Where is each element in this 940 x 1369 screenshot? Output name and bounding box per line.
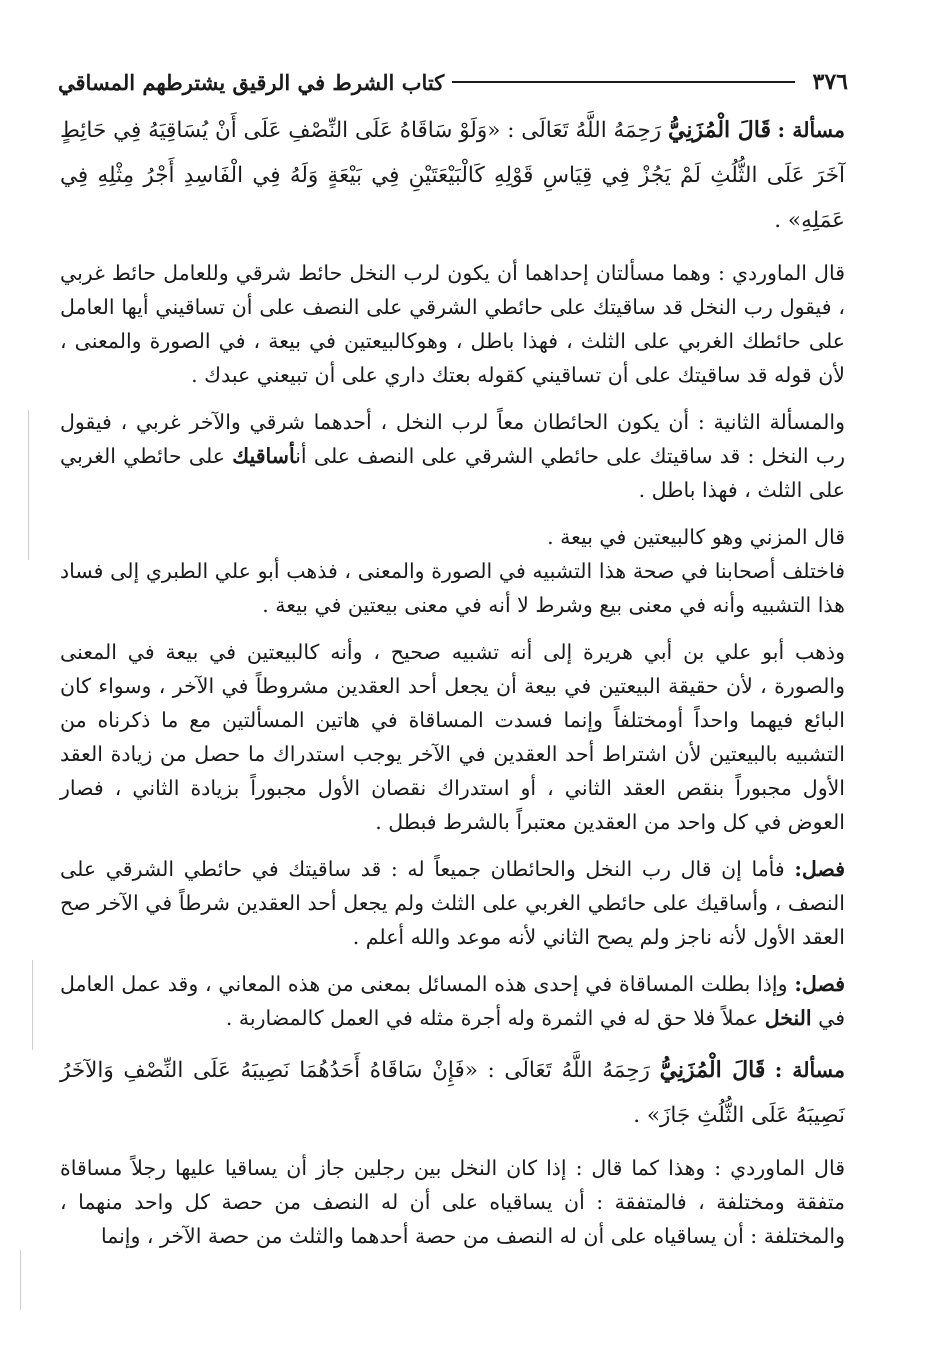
- masala-label: مسألة :: [774, 1058, 845, 1082]
- speaker-name: قَالَ الْمُزَنِيُّ: [659, 1057, 766, 1083]
- header-rule: [452, 81, 794, 83]
- fasl-paragraph-2: [60, 967, 845, 1035]
- paragraph-text: قال الماوردي : وهذا كما قال : إذا كان النخل بين رجلين جاز أن يساقيا عليها رجلاً مساقاة متفقة ومختلفة ، فالمتفقة : أن يساقياه على أن له النصف من حصة كل واحد منهما ، والمختلفة : أن يساقياه على أن له النصف من حصة أحدهما والثلث من حصة الآخر ، وإنما: [60, 1156, 845, 1248]
- paragraph-text: وذهب أبو علي بن أبي هريرة إلى أنه تشبيه صحيح ، وأنه كالبيعتين في بيعة في المعنى والصورة ، لأن حقيقة البيعتين في بيعة أن يجعل أحد العقدين مشروطاً في الآخر ، وسواء كان البائع فيهما واحداً أومختلفاً وإنما فسدت المساقاة في هاتين المسألتين مع ما ذكرناه من التشبيه بالبيعتين لأن اشتراط أحد العقدين في الآخر يوجب استدراك ما حصل من زيادة العقد الأول مجبوراً بنقص العقد الثاني ، أو استدراك نقصان الأول مجبوراً بزيادة الثاني ، فصار العوض في كل واحد من العقدين معتبراً بالشرط فبطل .: [60, 640, 845, 834]
- masala-label: مسألة :: [777, 118, 845, 142]
- emphasized-word: أساقيك: [232, 444, 296, 468]
- masala-paragraph-2: [60, 1048, 845, 1138]
- margin-scan-line: [28, 410, 29, 560]
- abu-ali-paragraph: [60, 635, 845, 839]
- muzani-quote-paragraph: [60, 520, 845, 554]
- final-paragraph: [60, 1151, 845, 1253]
- disagreement-paragraph: [60, 554, 845, 622]
- speaker-name: قَالَ الْمُزَنِيُّ: [668, 117, 771, 143]
- fasl-paragraph-1: [60, 852, 845, 954]
- paragraph-text: والمسألة الثانية : أن يكون الحائطان معاً لرب النخل ، أحدهما شرقي والآخر غربي ، فيقول رب النخل : قد ساقيتك على حائطي الشرقي على النصف على أن: [60, 410, 845, 468]
- page-body: [60, 108, 845, 1266]
- running-title: كتاب الشرط في الرقيق يشترطهم المساقي: [58, 69, 445, 95]
- margin-scan-line: [20, 1250, 21, 1310]
- masala-paragraph-1: [60, 108, 845, 243]
- paragraph-text: فأما إن قال رب النخل والحائطان جميعاً له : قد ساقيتك في حائطي الشرقي على النصف ، وأساقيك على حائطي الغربي على الثلث ولم يجعل أحد العقدين شرطاً في الآخر صح العقد الأول لأنه ناجز ولم يصح الثاني لأنه موعد والله أعلم .: [60, 857, 845, 949]
- paragraph-text: قال المزني وهو كالبيعتين في بيعة .: [547, 525, 845, 549]
- quoted-text: رَحِمَهُ اللَّهُ تَعَالَى : «فَإِنْ سَاقَاهُ أَحَدُهُمَا نَصِيبَهُ عَلَى النِّصْفِ وَالآخَرُ نَصِيبَهُ عَلَى الثُّلُثِ جَازَ» .: [60, 1058, 845, 1128]
- paragraph-text: قال الماوردي : وهما مسألتان إحداهما أن يكون لرب النخل حائط شرقي وللعامل حائط غربي ، فيقول رب النخل قد ساقيتك على حائطي الشرقي على النصف على أن تساقيني أيها العامل على حائطك الغربي على الثلث ، فهذا باطل ، وهوكالبيعتين في بيعة ، في الصورة والمعنى ، لأن قوله قد ساقيتك على أن تساقيني كقوله بعتك داري على أن تبيعني عبدك .: [60, 261, 845, 387]
- quoted-text: رَحِمَهُ اللَّهُ تَعَالَى : «وَلَوْ سَاقَاهُ عَلَى النِّصْفِ عَلَى أَنْ يُسَاقِيَهُ فِي حَائِطٍ آخَرَ عَلَى الثُّلُثِ لَمْ يَجُزْ فِي قِيَاسِ قَوْلِهِ كَالْبَيْعَتَيْنِ فِي بَيْعَةٍ وَلَهُ فِي الْفَاسِدِ أَجْرُ مِثْلِهِ فِي عَمَلِهِ» .: [60, 118, 845, 233]
- page-number: ٣٧٦: [812, 69, 848, 95]
- paragraph-text: فاختلف أصحابنا في صحة هذا التشبيه في الصورة والمعنى ، فذهب أبو علي الطبري إلى فساد هذا التشبيه وأنه في معنى بيع وشرط لا أنه في معنى بيعتين في بيعة .: [60, 559, 845, 617]
- fasl-label: فصل:: [794, 857, 845, 881]
- emphasized-word: النخل: [764, 1006, 812, 1030]
- fasl-label: فصل:: [794, 972, 845, 996]
- paragraph-text: وإذا بطلت المساقاة في إحدى هذه المسائل بمعنى من هذه المعاني ، وقد عمل العامل في: [60, 972, 845, 1030]
- commentary-paragraph: [60, 256, 845, 392]
- margin-scan-line: [32, 960, 33, 1050]
- paragraph-text: على حائطي الغربي على الثلث ، فهذا باطل .: [60, 444, 845, 502]
- paragraph-text: عملاً فلا حق له في الثمرة وله أجرة مثله في العمل كالمضاربة .: [225, 1006, 765, 1030]
- second-case-paragraph: [60, 405, 845, 507]
- page-header: [58, 62, 848, 102]
